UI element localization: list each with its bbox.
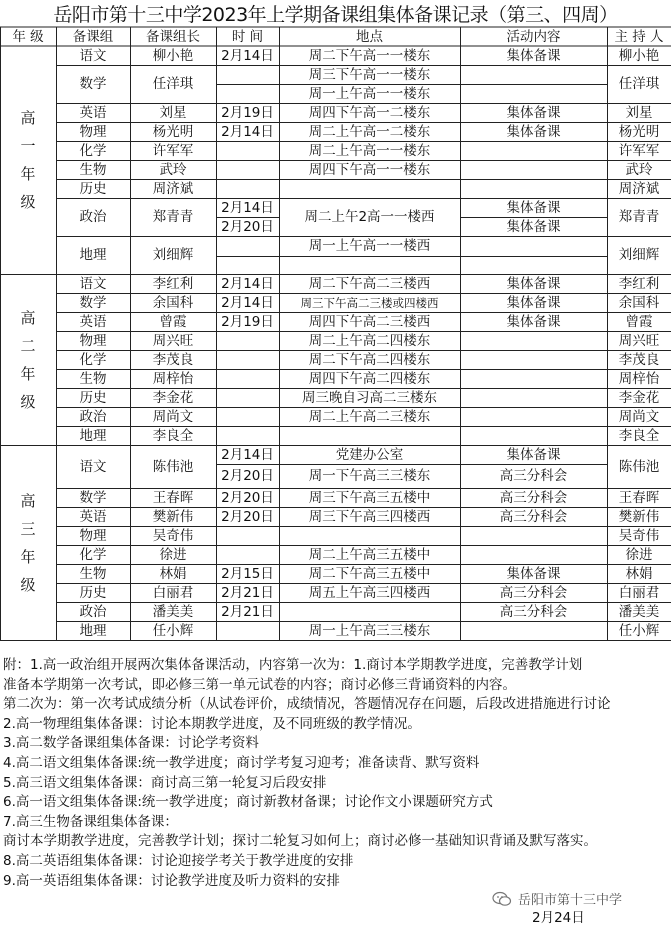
- time-cell: 2月21日: [221, 584, 274, 601]
- leader-cell: 周兴旺: [152, 332, 194, 349]
- grade-char: 二: [20, 336, 36, 355]
- activity-cell: [460, 84, 607, 103]
- place-cell: 周三下午高三五楼中: [308, 489, 431, 506]
- place-cell: 周三下午高二三楼或四楼西: [300, 295, 439, 310]
- leader-cell: 许军军: [152, 142, 194, 159]
- subject-cell: 数学: [79, 294, 107, 311]
- leader-cell: 李红利: [152, 275, 194, 292]
- place-cell: [279, 179, 460, 198]
- subject-cell: 政治: [79, 209, 107, 225]
- leader-cell: 李良全: [152, 427, 194, 444]
- activity-cell: 集体备课: [506, 218, 561, 235]
- activity-cell: [460, 256, 607, 274]
- subject-cell: 生物: [79, 161, 107, 178]
- subject-cell: 政治: [79, 408, 107, 425]
- subject-cell: 语文: [79, 458, 107, 475]
- leader-cell: 周尚文: [152, 408, 194, 425]
- activity-cell: 集体备课: [506, 47, 561, 64]
- subject-cell: 化学: [79, 546, 107, 563]
- note-line: 8.高二英语组集体备课：讨论迎接学考关于教学进度的安排: [3, 853, 354, 869]
- activity-cell: 高三分科会: [499, 584, 568, 601]
- place-cell: 周三下午高一一楼东: [308, 66, 431, 83]
- host-cell: 陈伟池: [618, 458, 660, 475]
- place-cell: 周三晚自习高二三楼东: [302, 389, 437, 406]
- header-cell: 年 级: [12, 28, 44, 45]
- host-cell: 余国科: [618, 294, 660, 311]
- activity-cell: [460, 141, 607, 160]
- subject-cell: 数学: [79, 489, 107, 506]
- place-cell: 周一下午高三三楼东: [308, 468, 431, 484]
- grade-char: 年: [20, 364, 36, 383]
- place-cell: 周二下午高二三楼西: [308, 275, 431, 292]
- leader-cell: 武玲: [159, 161, 187, 178]
- place-cell: 周四下午高一二楼东: [308, 104, 431, 121]
- host-cell: 周济斌: [618, 180, 660, 197]
- grade-char: 级: [20, 575, 36, 594]
- activity-cell: 高三分科会: [499, 468, 568, 484]
- subject-cell: 语文: [79, 47, 107, 64]
- activity-cell: [460, 526, 607, 545]
- time-cell: 2月20日: [221, 468, 274, 484]
- place-cell: 周二上午2高一一楼西: [304, 209, 435, 225]
- header-cell: 备课组: [72, 28, 114, 45]
- place-cell: 周二上午高一一楼东: [308, 142, 431, 159]
- time-cell: 2月14日: [221, 47, 274, 64]
- time-cell: 2月15日: [221, 565, 274, 582]
- grade-char: 高: [20, 308, 36, 327]
- note-line: 准备本学期第一次考试，即必修三第一单元试卷的内容；商讨必修三背诵资料的内容。: [3, 676, 516, 693]
- grade-char: 级: [20, 392, 36, 411]
- subject-cell: 历史: [79, 584, 107, 601]
- host-cell: 杨光明: [618, 123, 660, 140]
- host-cell: 刘细辉: [618, 247, 660, 263]
- place-cell: 周二上午高二三楼东: [308, 408, 431, 425]
- header-cell: 活动内容: [506, 28, 561, 45]
- place-cell: [279, 256, 460, 274]
- subject-cell: 化学: [79, 142, 107, 159]
- host-cell: 柳小艳: [618, 47, 660, 64]
- place-cell: 周二上午高二四楼东: [308, 332, 431, 349]
- time-cell: 2月20日: [221, 489, 274, 506]
- time-cell: [216, 369, 279, 388]
- leader-cell: 樊新伟: [152, 508, 194, 525]
- time-cell: [216, 526, 279, 545]
- time-cell: [216, 141, 279, 160]
- time-cell: [216, 407, 279, 426]
- note-line: 2.高一物理组集体备课：讨论本期教学进度，及不同班级的教学情况。: [3, 715, 421, 732]
- time-cell: 2月14日: [221, 294, 274, 311]
- leader-cell: 王春晖: [152, 489, 194, 506]
- host-cell: 曾霞: [625, 313, 653, 330]
- activity-cell: [460, 426, 607, 445]
- host-cell: 白丽君: [618, 584, 660, 601]
- note-line: 3.高二数学备课组集体备课：讨论学考资料: [3, 735, 259, 752]
- grade-char: 级: [20, 193, 36, 211]
- host-cell: 李红利: [618, 275, 660, 292]
- leader-cell: 曾霞: [159, 313, 187, 330]
- subject-cell: 数学: [79, 76, 107, 92]
- place-cell: 周一上午高一一楼西: [308, 238, 431, 254]
- host-cell: 徐进: [625, 546, 653, 563]
- host-cell: 李良全: [618, 427, 660, 444]
- leader-cell: 白丽君: [152, 584, 194, 601]
- time-cell: 2月20日: [221, 218, 274, 235]
- activity-cell: [460, 369, 607, 388]
- place-cell: 周四下午高一一楼东: [308, 161, 431, 178]
- host-cell: 许军军: [618, 142, 660, 159]
- activity-cell: 集体备课: [506, 313, 561, 330]
- time-cell: [216, 545, 279, 564]
- place-cell: 周四下午高二三楼西: [308, 313, 431, 330]
- grade-char: 年: [20, 165, 36, 183]
- host-cell: 潘美美: [618, 603, 660, 620]
- activity-cell: 高三分科会: [499, 508, 568, 525]
- subject-cell: 政治: [79, 603, 107, 620]
- place-cell: [279, 526, 460, 545]
- activity-cell: 集体备课: [506, 199, 561, 216]
- activity-cell: [460, 407, 607, 426]
- time-cell: [216, 331, 279, 350]
- leader-cell: 李金花: [152, 389, 194, 406]
- note-line: 7.高三生物备课组集体备课：: [3, 813, 178, 830]
- place-cell: 周五上午高三四楼西: [308, 584, 431, 601]
- grade-char: 一: [20, 137, 36, 155]
- watermark: [492, 889, 622, 908]
- time-cell: [216, 621, 279, 640]
- host-cell: 刘星: [625, 104, 653, 121]
- leader-cell: 刘星: [159, 104, 187, 121]
- subject-cell: 历史: [79, 389, 107, 406]
- note-line: 9.高一英语组集体备课：讨论教学进度及听力资料的安排: [3, 872, 340, 889]
- grade-char: 高: [20, 109, 36, 127]
- place-cell: 党建办公室: [335, 446, 404, 463]
- subject-cell: 物理: [79, 123, 107, 140]
- place-cell: 周三下午高三四楼西: [308, 508, 431, 525]
- time-cell: 2月21日: [221, 603, 274, 620]
- place-cell: 周二下午高一一楼东: [308, 47, 431, 64]
- time-cell: [216, 160, 279, 179]
- leader-cell: 柳小艳: [152, 47, 194, 64]
- activity-cell: [460, 331, 607, 350]
- subject-cell: 地理: [79, 247, 107, 263]
- note-line: 附：1.高一政治组开展两次集体备课活动，内容第一次为：1.商讨本学期教学进度，完善教学计划: [3, 657, 583, 673]
- watermark-text: 岳阳市第十三中学: [518, 893, 623, 908]
- grade-label: [0, 274, 56, 445]
- host-cell: 郑青青: [618, 209, 660, 225]
- activity-cell: [460, 160, 607, 179]
- host-cell: 任小辉: [618, 622, 660, 639]
- host-cell: 吴奇伟: [618, 527, 660, 544]
- subject-cell: 地理: [79, 622, 107, 639]
- host-cell: 武玲: [625, 161, 653, 178]
- time-cell: [216, 350, 279, 369]
- leader-cell: 杨光明: [152, 123, 194, 140]
- activity-cell: [460, 179, 607, 198]
- place-cell: [279, 426, 460, 445]
- place-cell: [279, 602, 460, 621]
- place-cell: 周二下午高二四楼东: [308, 351, 431, 368]
- activity-cell: 集体备课: [506, 104, 561, 121]
- leader-cell: 周济斌: [152, 180, 194, 197]
- host-cell: 李茂良: [618, 351, 660, 368]
- note-line: 4.高二语文组集体备课:统一教学进度；商讨学考复习迎考；准备读背、默写资料: [3, 755, 480, 771]
- activity-cell: 集体备课: [506, 294, 561, 311]
- grade-label: [0, 445, 56, 640]
- time-cell: 2月19日: [221, 104, 274, 121]
- leader-cell: 林娟: [159, 565, 187, 582]
- leader-cell: 吴奇伟: [152, 527, 194, 544]
- subject-cell: 历史: [79, 180, 107, 197]
- subject-cell: 物理: [79, 332, 107, 349]
- header-cell: 时 间: [231, 28, 264, 45]
- leader-cell: 任小辉: [152, 622, 194, 639]
- grade-char: 三: [20, 519, 36, 538]
- note-line: 6.高一语文组集体备课:统一教学进度；商讨新教材备课；讨论作文小课题研究方式: [3, 794, 493, 811]
- time-cell: [216, 388, 279, 407]
- place-cell: 周一上午高三三楼东: [308, 622, 431, 639]
- note-line: 第二次为：第一次考试成绩分析（从试卷评价，成绩情况，答题情况存在问题，后段改进措施进行讨论: [3, 696, 611, 713]
- footer-date: 2月24日: [532, 910, 585, 926]
- leader-cell: 李茂良: [152, 351, 194, 368]
- activity-cell: [460, 545, 607, 564]
- subject-cell: 生物: [79, 565, 107, 582]
- time-cell: [216, 65, 279, 84]
- place-cell: 周二上午高一二楼东: [308, 123, 431, 140]
- leader-cell: 郑青青: [152, 209, 194, 225]
- host-cell: 周尚文: [618, 408, 660, 425]
- time-cell: 2月14日: [221, 199, 274, 216]
- leader-cell: 潘美美: [152, 603, 194, 620]
- activity-cell: [460, 350, 607, 369]
- time-cell: 2月19日: [221, 313, 274, 330]
- activity-cell: 高三分科会: [499, 603, 568, 620]
- leader-cell: 陈伟池: [152, 458, 194, 475]
- leader-cell: 周梓怡: [152, 370, 194, 387]
- header-cell: 备课组长: [146, 28, 200, 45]
- activity-cell: 集体备课: [506, 565, 561, 582]
- activity-cell: [460, 388, 607, 407]
- note-line: 5.高三语文组集体备课：商讨高三第一轮复习后段安排: [3, 774, 327, 791]
- activity-cell: [460, 65, 607, 84]
- time-cell: 2月14日: [221, 275, 274, 292]
- host-cell: 任洋琪: [618, 76, 660, 92]
- place-cell: 周二下午高三五楼中: [308, 565, 431, 582]
- time-cell: 2月14日: [221, 123, 274, 140]
- header-cell: 地点: [356, 28, 383, 45]
- leader-cell: 刘细辉: [152, 247, 194, 263]
- time-cell: 2月20日: [221, 508, 274, 525]
- wechat-icon: [492, 891, 512, 907]
- place-cell: 周二上午高三五楼中: [308, 546, 431, 563]
- subject-cell: 英语: [79, 508, 107, 525]
- activity-cell: 集体备课: [506, 275, 561, 292]
- time-cell: [216, 84, 279, 103]
- activity-cell: 集体备课: [506, 446, 561, 463]
- host-cell: 李金花: [618, 389, 660, 406]
- activity-cell: 高三分科会: [499, 489, 568, 506]
- subject-cell: 英语: [79, 104, 107, 121]
- page-title: 岳阳市第十三中学2023年上学期备课组集体备课记录（第三、四周）: [53, 4, 618, 26]
- activity-cell: 集体备课: [506, 123, 561, 140]
- host-cell: 周梓怡: [618, 370, 660, 387]
- header-cell: 主 持 人: [614, 28, 664, 45]
- leader-cell: 任洋琪: [152, 76, 194, 92]
- subject-cell: 英语: [79, 313, 107, 330]
- time-cell: [216, 179, 279, 198]
- subject-cell: 生物: [79, 370, 107, 387]
- host-cell: 樊新伟: [618, 508, 660, 525]
- host-cell: 周兴旺: [618, 332, 660, 349]
- time-cell: [216, 256, 279, 274]
- place-cell: 周四下午高二四楼东: [308, 370, 431, 387]
- subject-cell: 化学: [79, 351, 107, 368]
- note-line: 商讨本学期教学进度，完善教学计划；探讨二轮复习如何上；商讨必修一基础知识背诵及默写落实。: [3, 833, 597, 850]
- grade-label: [0, 46, 56, 274]
- activity-cell: [460, 236, 607, 256]
- host-cell: 林娟: [625, 565, 653, 582]
- leader-cell: 余国科: [152, 294, 194, 311]
- subject-cell: 地理: [79, 427, 107, 444]
- subject-cell: 物理: [79, 527, 107, 544]
- grade-char: 年: [20, 547, 36, 566]
- grade-char: 高: [20, 491, 36, 510]
- host-cell: 王春晖: [618, 489, 660, 506]
- time-cell: [216, 236, 279, 256]
- time-cell: 2月14日: [221, 446, 274, 463]
- subject-cell: 语文: [79, 275, 107, 292]
- activity-cell: [460, 621, 607, 640]
- leader-cell: 徐进: [159, 546, 187, 563]
- time-cell: [216, 426, 279, 445]
- place-cell: 周一上午高一一楼东: [308, 85, 431, 102]
